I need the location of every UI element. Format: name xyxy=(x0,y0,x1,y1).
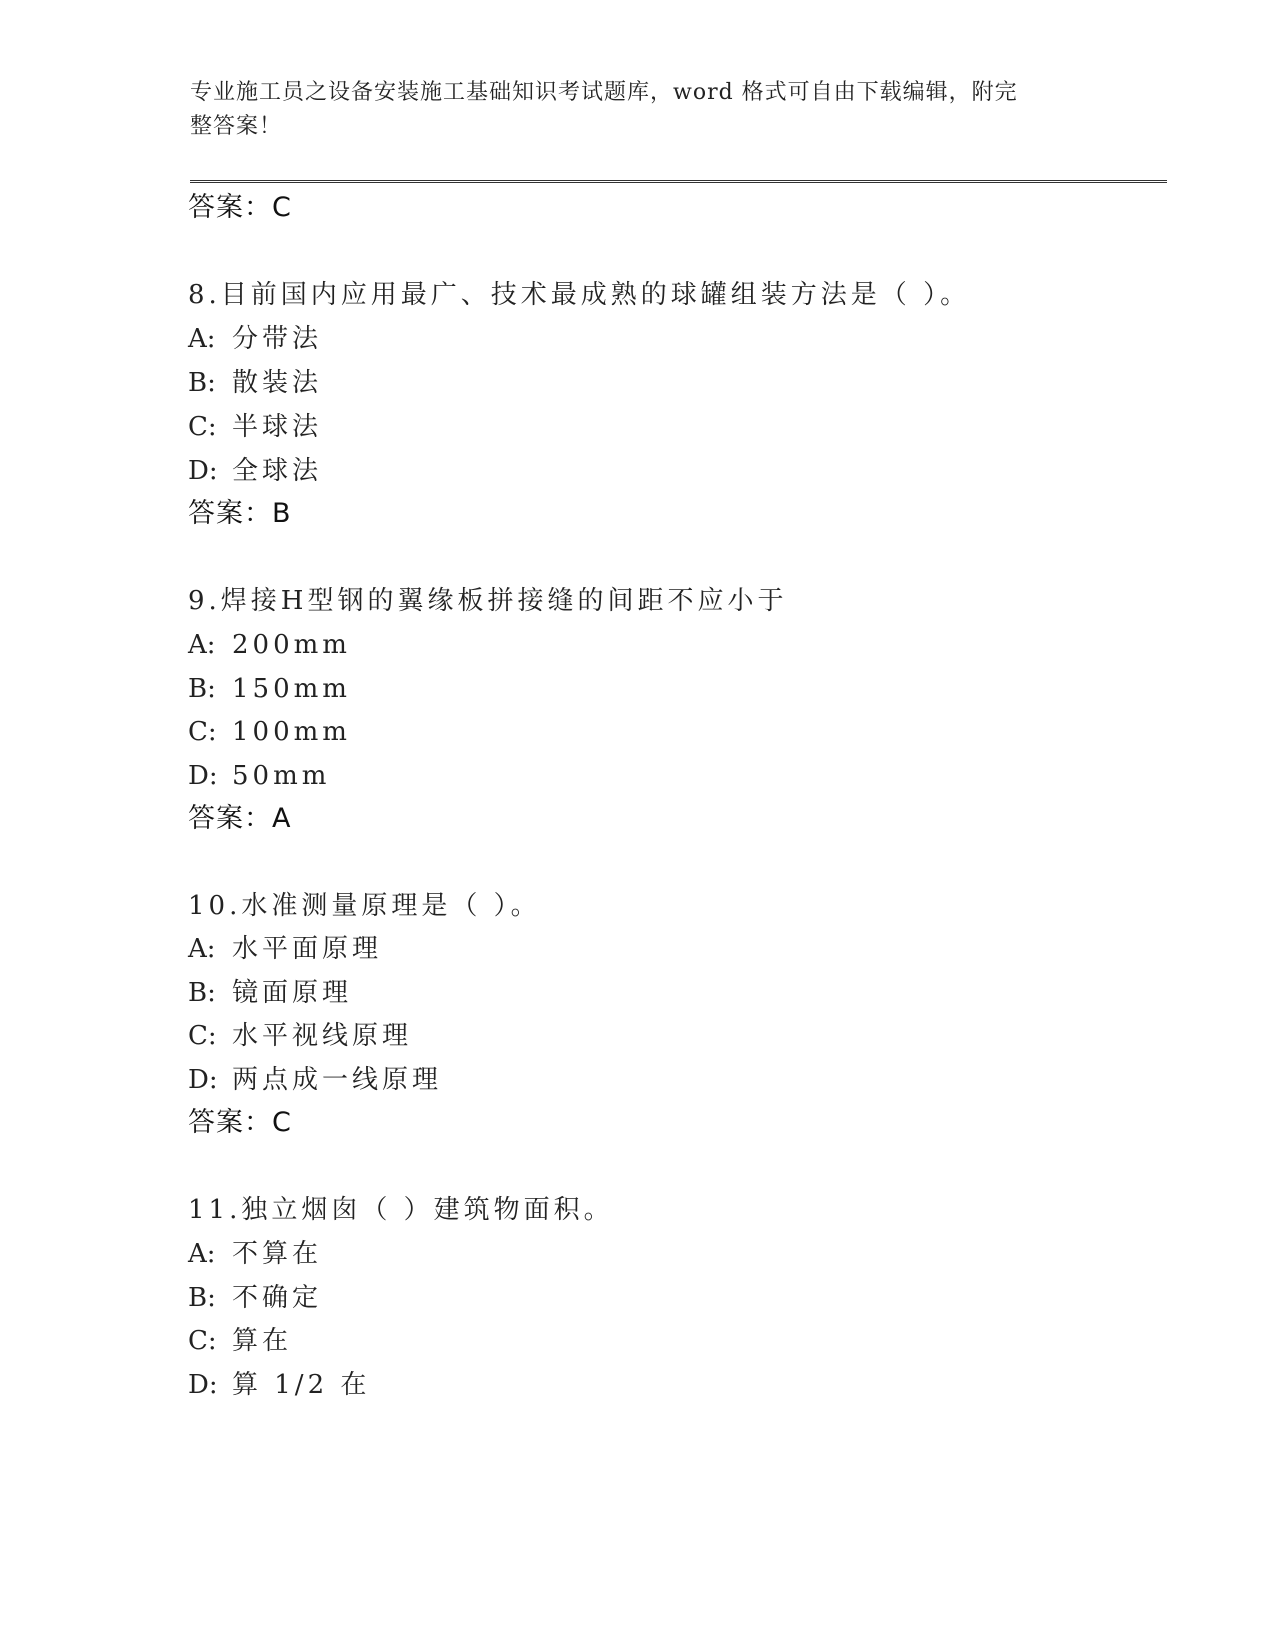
option-text: 全球法 xyxy=(232,456,323,486)
header-line-2: 整答案！ xyxy=(190,114,283,139)
option-text: 100mm xyxy=(232,717,351,747)
option-text: 150mm xyxy=(232,674,351,704)
question-10-option-b xyxy=(188,976,352,1010)
option-label: C: xyxy=(188,717,217,747)
question-11-option-d xyxy=(188,1368,370,1402)
option-text: 半球法 xyxy=(232,412,323,442)
option-text: 散装法 xyxy=(232,368,323,398)
question-9-option-a xyxy=(188,628,351,662)
question-10-option-d xyxy=(188,1063,442,1097)
option-text: 水平视线原理 xyxy=(232,1021,413,1051)
question-10-stem: 10.水准测量原理是（ ）。 xyxy=(188,891,541,921)
option-label: C: xyxy=(188,412,217,442)
option-label: D: xyxy=(188,1065,218,1095)
document-header xyxy=(190,76,1090,144)
question-9-option-d xyxy=(188,759,330,793)
question-9-stem: 9.焊接H型钢的翼缘板拼接缝的间距不应小于 xyxy=(188,586,788,616)
option-text: 分带法 xyxy=(232,324,323,354)
option-label: D: xyxy=(188,1370,218,1400)
option-label: B: xyxy=(188,674,216,704)
question-8-option-a xyxy=(188,322,322,356)
question-9-answer: 答案：A xyxy=(188,803,292,834)
question-11-option-b xyxy=(188,1281,322,1315)
option-text: 镜面原理 xyxy=(232,978,353,1008)
question-10-answer: 答案：C xyxy=(188,1107,292,1138)
question-11-option-a xyxy=(188,1237,322,1271)
option-label: D: xyxy=(188,761,218,791)
option-label: D: xyxy=(188,456,218,486)
option-label: C: xyxy=(188,1326,217,1356)
option-text: 50mm xyxy=(232,761,331,791)
question-9-option-b xyxy=(188,672,351,706)
option-text: 两点成一线原理 xyxy=(232,1065,443,1095)
option-text: 不算在 xyxy=(232,1239,323,1269)
option-text: 水平面原理 xyxy=(232,934,383,964)
option-text: 200mm xyxy=(232,630,351,660)
header-line-1: 专业施工员之设备安装施工基础知识考试题库，word 格式可自由下载编辑，附完 xyxy=(190,80,1018,105)
question-8-answer: 答案：B xyxy=(188,498,292,529)
question-11-option-c xyxy=(188,1324,292,1358)
question-11-stem: 11.独立烟囱（ ）建筑物面积。 xyxy=(188,1195,614,1225)
option-text: 算在 xyxy=(232,1326,293,1356)
option-label: B: xyxy=(188,368,216,398)
option-label: A: xyxy=(188,324,216,354)
question-10-option-a xyxy=(188,932,382,966)
option-text: 不确定 xyxy=(232,1283,323,1313)
question-10-option-c xyxy=(188,1019,412,1053)
option-label: A: xyxy=(188,630,216,660)
question-8-stem: 8.目前国内应用最广、技术最成熟的球罐组装方法是（ ）。 xyxy=(188,280,971,310)
question-8-option-d xyxy=(188,454,322,488)
option-label: A: xyxy=(188,934,216,964)
question-8-option-c xyxy=(188,410,322,444)
question-9-option-c xyxy=(188,715,351,749)
option-text: 算 1/2 在 xyxy=(232,1370,371,1400)
question-8-option-b xyxy=(188,366,322,400)
option-label: C: xyxy=(188,1021,217,1051)
option-label: A: xyxy=(188,1239,216,1269)
answer-prev: 答案：C xyxy=(188,192,292,223)
option-label: B: xyxy=(188,978,216,1008)
option-label: B: xyxy=(188,1283,216,1313)
header-divider xyxy=(190,180,1167,183)
